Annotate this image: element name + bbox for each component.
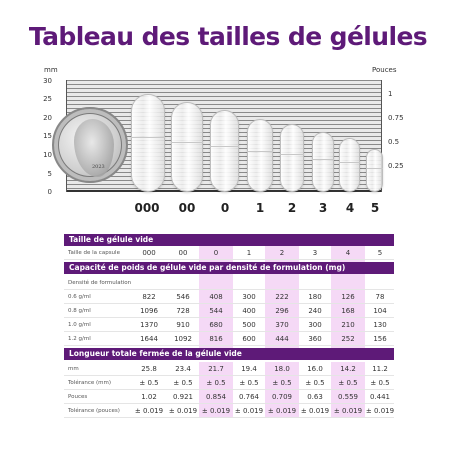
table-cell: 78 <box>375 293 385 301</box>
table-cell: 728 <box>176 307 190 315</box>
table-cell: 000 <box>142 249 156 257</box>
table-cell: 210 <box>341 321 355 329</box>
table-cell: 1096 <box>140 307 158 315</box>
table-cell: 1644 <box>140 335 158 343</box>
mm-tick: 20 <box>43 114 52 122</box>
table-cell: 0.709 <box>271 393 293 401</box>
table-cell: 0.63 <box>307 393 323 401</box>
section-header-closed-length: Longueur totale fermée de la gélule vide <box>64 348 394 360</box>
table-row <box>64 390 394 404</box>
table-cell: 546 <box>176 293 190 301</box>
table-cell: ± 0.019 <box>300 407 330 415</box>
row-label: 0.8 g/ml <box>68 308 91 314</box>
capsule-ruler-chart <box>0 60 456 210</box>
mm-unit-label: mm <box>44 66 58 74</box>
table-cell: 0.921 <box>172 393 194 401</box>
row-label: Densité de formulation <box>68 280 132 286</box>
table-cell: ± 0.5 <box>139 379 159 387</box>
table-cell: 910 <box>176 321 190 329</box>
table-cell: 25.8 <box>141 365 157 373</box>
table-cell: 16.0 <box>307 365 323 373</box>
table-cell: 0.559 <box>337 393 359 401</box>
table-cell: ± 0.5 <box>239 379 259 387</box>
table-cell: ± 0.5 <box>173 379 193 387</box>
coin-year: 2023 <box>92 164 105 170</box>
row-label: 1.2 g/ml <box>68 336 91 342</box>
table-cell: 300 <box>308 321 322 329</box>
row-label: Pouces <box>68 394 88 400</box>
row-label: Tolérance (pouces) <box>68 408 120 414</box>
table-cell: ± 0.019 <box>168 407 198 415</box>
table-cell: 2 <box>279 249 285 257</box>
mm-tick: 10 <box>43 151 52 159</box>
table-row <box>64 332 394 346</box>
table-row-capsule-size <box>64 246 394 260</box>
table-cell: 500 <box>242 321 256 329</box>
table-cell: 156 <box>373 335 387 343</box>
table-cell: 130 <box>373 321 387 329</box>
table-cell: ± 0.5 <box>370 379 390 387</box>
table-cell: 14.2 <box>340 365 356 373</box>
table-row <box>64 362 394 376</box>
capsule-00 <box>171 102 203 192</box>
mm-tick: 30 <box>43 77 52 85</box>
inch-tick: 0.25 <box>388 162 404 170</box>
table-cell: 1370 <box>140 321 158 329</box>
mm-tick: 0 <box>47 188 52 196</box>
table-cell: 126 <box>341 293 355 301</box>
mm-tick: 15 <box>43 132 52 140</box>
table-cell: ± 0.5 <box>272 379 292 387</box>
table-cell: ± 0.019 <box>134 407 164 415</box>
section-header-empty-size: Taille de gélule vide <box>64 234 394 246</box>
table-cell: 544 <box>209 307 223 315</box>
table-cell: 296 <box>275 307 289 315</box>
table-cell: ± 0.5 <box>338 379 358 387</box>
mm-tick: 25 <box>43 95 52 103</box>
table-cell: 23.4 <box>175 365 191 373</box>
table-cell: 180 <box>308 293 322 301</box>
capsule-3 <box>312 132 334 192</box>
table-cell: 0 <box>213 249 219 257</box>
table-cell: 00 <box>178 249 188 257</box>
table-cell: 408 <box>209 293 223 301</box>
table-cell: 1092 <box>174 335 192 343</box>
size-label: 2 <box>287 201 297 215</box>
size-label: 0 <box>220 201 230 215</box>
section-header-weight-capacity: Capacité de poids de gélule vide par densité de formulation (mg) <box>64 262 394 274</box>
table-cell: 104 <box>373 307 387 315</box>
page-title: Tableau des tailles de gélules <box>28 22 428 51</box>
table-cell: 168 <box>341 307 355 315</box>
table-cell: 1.02 <box>141 393 157 401</box>
table-cell: 444 <box>275 335 289 343</box>
table-cell: ± 0.019 <box>234 407 264 415</box>
table-cell: 370 <box>275 321 289 329</box>
size-label: 000 <box>134 201 160 215</box>
table-cell: 1 <box>246 249 252 257</box>
table-cell: ± 0.5 <box>305 379 325 387</box>
table-cell: 222 <box>275 293 289 301</box>
table-cell: 18.0 <box>274 365 290 373</box>
table-cell: 0.764 <box>238 393 260 401</box>
mm-tick: 5 <box>47 170 52 178</box>
table-cell: 21.7 <box>208 365 224 373</box>
size-label: 00 <box>178 201 196 215</box>
table-cell: 240 <box>308 307 322 315</box>
table-row <box>64 290 394 304</box>
table-cell: ± 0.019 <box>201 407 231 415</box>
table-row <box>64 404 394 418</box>
table-row-density-label <box>64 276 394 290</box>
table-cell: 0.854 <box>205 393 227 401</box>
table-cell: 11.2 <box>372 365 388 373</box>
table-cell: 822 <box>142 293 156 301</box>
table-cell: 816 <box>209 335 223 343</box>
table-cell: 360 <box>308 335 322 343</box>
inch-tick: 1 <box>388 90 393 98</box>
size-label: 1 <box>255 201 265 215</box>
table-cell: 252 <box>341 335 355 343</box>
table-cell: 4 <box>345 249 351 257</box>
size-label: 4 <box>345 201 355 215</box>
capsule-1 <box>247 119 273 192</box>
size-label: 3 <box>318 201 328 215</box>
capsule-4 <box>339 138 360 192</box>
row-label: 0.6 g/ml <box>68 294 91 300</box>
row-label: Tolérance (mm) <box>68 380 111 386</box>
table-cell: 5 <box>377 249 383 257</box>
table-cell: ± 0.019 <box>365 407 395 415</box>
inch-tick: 0.75 <box>388 114 404 122</box>
quarter-coin-image <box>52 107 128 183</box>
inch-unit-label: Pouces <box>372 66 397 74</box>
row-label: 1.0 g/ml <box>68 322 91 328</box>
inch-tick: 0.5 <box>388 138 400 146</box>
table-cell: 0.441 <box>369 393 391 401</box>
table-cell: ± 0.019 <box>333 407 363 415</box>
table-row <box>64 318 394 332</box>
row-label: mm <box>68 366 79 372</box>
table-cell: 680 <box>209 321 223 329</box>
size-label: 5 <box>370 201 380 215</box>
row-label: Taille de la capsule <box>68 250 120 256</box>
capsule-0 <box>210 110 239 192</box>
capsule-2 <box>280 124 304 192</box>
table-cell: 400 <box>242 307 256 315</box>
table-cell: 300 <box>242 293 256 301</box>
capsule-000 <box>131 94 165 192</box>
table-cell: 19.4 <box>241 365 257 373</box>
table-cell: ± 0.019 <box>267 407 297 415</box>
table-cell: ± 0.5 <box>206 379 226 387</box>
capsule-5 <box>366 149 383 192</box>
table-row <box>64 376 394 390</box>
table-cell: 3 <box>312 249 318 257</box>
table-cell: 600 <box>242 335 256 343</box>
table-row <box>64 304 394 318</box>
